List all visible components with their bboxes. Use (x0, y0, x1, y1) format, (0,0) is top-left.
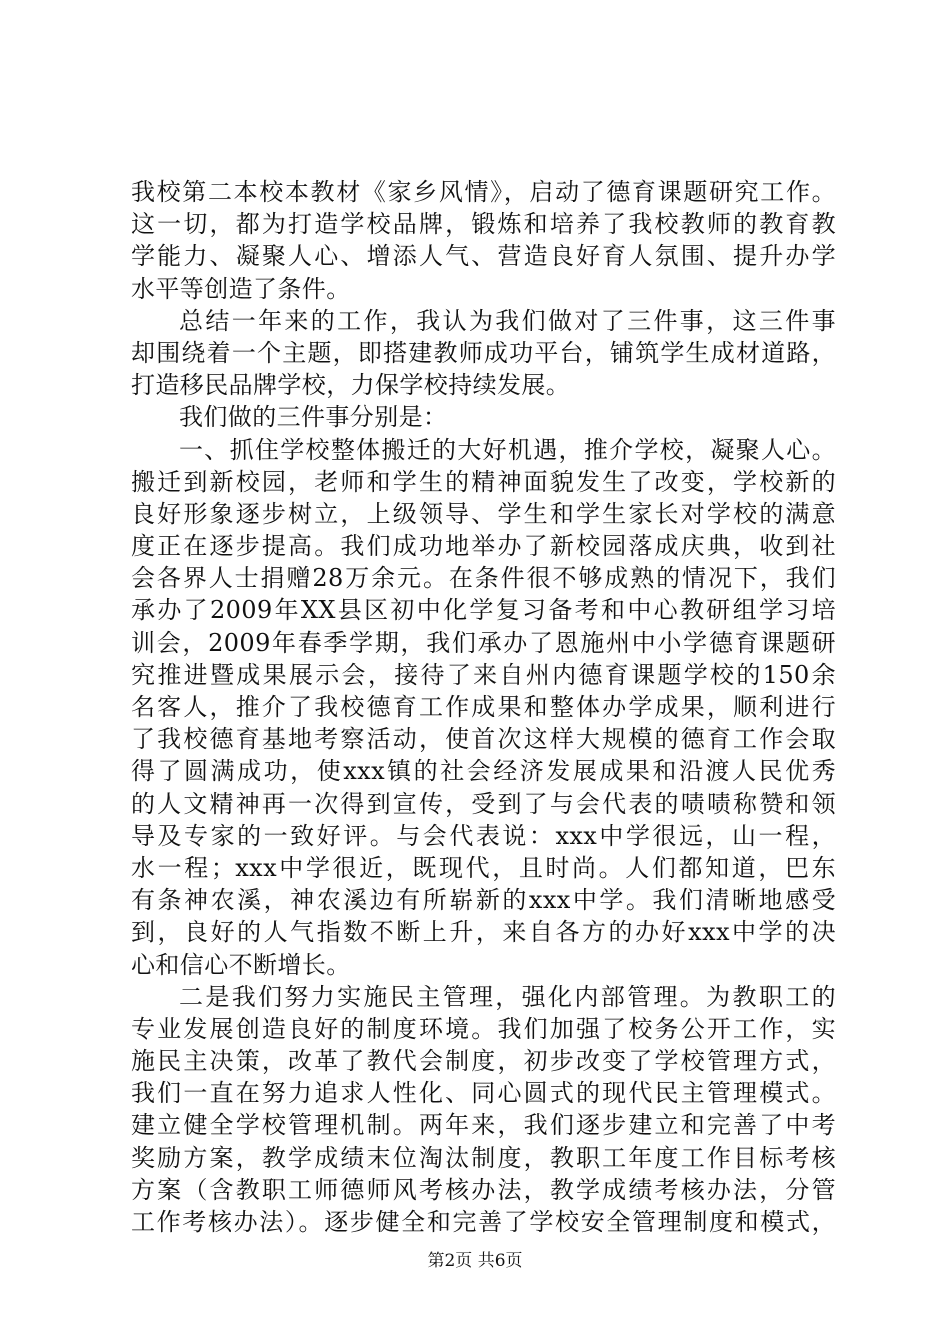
text-line: 有条神农溪，神农溪边有所崭新的xxx中学。我们清晰地感受 (131, 886, 836, 915)
text-line: 会各界人士捐赠28万余元。在条件很不够成熟的情况下，我们 (131, 564, 836, 593)
document-body (131, 176, 836, 1238)
text-line: 心和信心不断增长。 (131, 950, 351, 979)
text-line: 我校第二本校本教材《家乡风情》，启动了德育课题研究工作。 (131, 178, 836, 206)
text-line: 却围绕着一个主题，即搭建教师成功平台，铺筑学生成材道路， (131, 338, 836, 367)
text-line: 专业发展创造良好的制度环境。我们加强了校务公开工作，实 (131, 1014, 836, 1043)
text-line: 总结一年来的工作，我认为我们做对了三件事，这三件事 (179, 306, 836, 335)
text-line: 打造移民品牌学校，力保学校持续发展。 (131, 371, 571, 400)
text-line: 到，良好的人气指数不断上升，来自各方的办好xxx中学的决 (131, 918, 836, 947)
text-line: 我们做的三件事分别是： (179, 403, 448, 432)
text-line: 搬迁到新校园，老师和学生的精神面貌发生了改变，学校新的 (131, 467, 836, 496)
text-line: 水一程；xxx中学很近，既现代，且时尚。人们都知道，巴东 (131, 853, 836, 882)
text-line: 方案（含教职工师德师风考核办法，教学成绩考核办法，分管 (131, 1175, 836, 1204)
text-line: 奖励方案，教学成绩末位淘汰制度，教职工年度工作目标考核 (131, 1143, 836, 1172)
page-number-label: 第2页 共6页 (427, 1251, 523, 1271)
text-line: 学能力、凝聚人心、增添人气、营造良好育人氛围、提升办学 (131, 242, 836, 271)
text-line: 水平等创造了条件。 (131, 274, 351, 303)
text-line: 导及专家的一致好评。与会代表说：xxx中学很远，山一程， (131, 821, 836, 850)
text-line: 名客人，推介了我校德育工作成果和整体办学成果，顺利进行 (131, 693, 836, 721)
text-line: 究推进暨成果展示会，接待了来自州内德育课题学校的150余 (131, 660, 836, 689)
text-line: 一、抓住学校整体搬迁的大好机遇，推介学校，凝聚人心。 (179, 435, 836, 464)
text-line: 训会，2009年春季学期，我们承办了恩施州中小学德育课题研 (131, 628, 836, 657)
text-line: 的人文精神再一次得到宣传，受到了与会代表的啧啧称赞和领 (131, 789, 836, 818)
text-line: 得了圆满成功，使xxx镇的社会经济发展成果和沿渡人民优秀 (131, 757, 836, 786)
text-line: 我们一直在努力追求人性化、同心圆式的现代民主管理模式。 (131, 1079, 836, 1108)
text-line: 承办了2009年XX县区初中化学复习备考和中心教研组学习培 (131, 596, 836, 625)
text-line: 良好形象逐步树立，上级领导、学生和学生家长对学校的满意 (131, 499, 836, 528)
text-line: 这一切，都为打造学校品牌，锻炼和培养了我校教师的教育教 (131, 210, 836, 239)
text-line: 建立健全学校管理机制。两年来，我们逐步建立和完善了中考 (131, 1111, 836, 1140)
text-line: 了我校德育基地考察活动，使首次这样大规模的德育工作会取 (131, 725, 836, 754)
text-line: 工作考核办法）。逐步健全和完善了学校安全管理制度和模式， (131, 1208, 836, 1236)
text-line: 施民主决策，改革了教代会制度，初步改变了学校管理方式， (131, 1047, 836, 1076)
text-line: 二是我们努力实施民主管理，强化内部管理。为教职工的 (179, 982, 836, 1011)
text-line: 度正在逐步提高。我们成功地举办了新校园落成庆典，收到社 (131, 532, 836, 561)
page-footer (0, 1246, 950, 1271)
